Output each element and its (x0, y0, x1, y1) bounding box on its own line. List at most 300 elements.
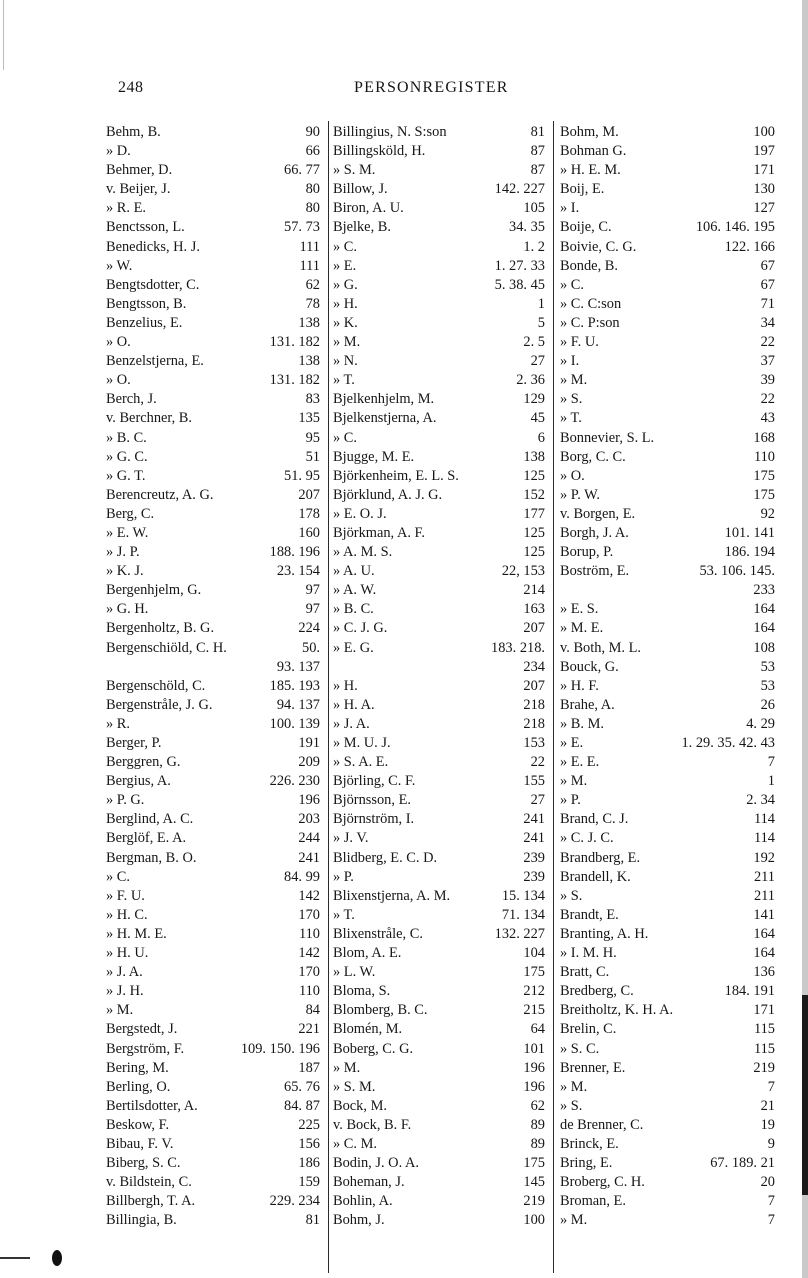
index-entry (560, 810, 800, 829)
entry-pages: 131. 182 (269, 372, 320, 389)
entry-pages: 78 (305, 295, 320, 312)
entry-name: » E. E. (560, 754, 600, 771)
index-entry (560, 868, 800, 887)
entry-name: » S. M. (333, 1078, 376, 1095)
index-entry (333, 791, 545, 810)
entry-name: » S. (560, 391, 583, 408)
entry-pages: 106. 146. 195 (695, 219, 775, 236)
page-number: 248 (118, 79, 144, 96)
entry-pages: 87 (530, 143, 545, 160)
entry-pages: 234 (523, 658, 545, 675)
entry-pages: 153 (523, 735, 545, 751)
entry-pages: 214 (523, 582, 545, 599)
entry-name: » J. A. (106, 964, 143, 981)
entry-name: » C. (106, 868, 130, 885)
index-entry (106, 543, 320, 562)
index-entry (106, 639, 320, 658)
entry-name: de Brenner, C. (560, 1116, 644, 1133)
entry-name: Benzelius, E. (106, 314, 183, 331)
entry-pages: 191 (298, 735, 320, 751)
index-entry (333, 142, 545, 161)
entry-name: » M. E. (560, 620, 604, 637)
entry-name: Bergman, B. O. (106, 849, 197, 866)
entry-name: » E. (333, 257, 357, 274)
index-entry (106, 276, 320, 295)
index-entry (333, 581, 545, 600)
ink-blot (52, 1250, 62, 1266)
entry-name: Billingia, B. (106, 1212, 177, 1229)
entry-pages: 101. 141 (724, 524, 775, 541)
index-entry (333, 352, 545, 371)
entry-name: Broman, E. (560, 1193, 626, 1210)
index-entry (333, 868, 545, 887)
index-entry (106, 868, 320, 887)
index-entry (106, 982, 320, 1001)
entry-pages: 184. 191 (724, 983, 775, 1000)
entry-pages: 168 (753, 429, 775, 446)
entry-name: Breitholtz, K. H. A. (560, 1002, 674, 1019)
entry-name: Bredberg, C. (560, 983, 634, 1000)
index-entry (106, 677, 320, 696)
entry-name: Bring, E. (560, 1155, 613, 1172)
entry-name: » R. E. (106, 200, 146, 217)
column-divider (328, 121, 329, 1273)
index-entry (560, 314, 800, 333)
index-entry (106, 390, 320, 409)
index-entry (333, 409, 545, 428)
index-entry (333, 543, 545, 562)
entry-pages: 163 (523, 601, 545, 618)
entry-name: Billbergh, T. A. (106, 1193, 196, 1210)
entry-name: » E. S. (560, 601, 599, 618)
index-entry (560, 448, 800, 467)
index-entry (106, 791, 320, 810)
entry-name: Boivie, C. G. (560, 238, 637, 255)
index-entry (106, 1078, 320, 1097)
entry-name: Benctsson, L. (106, 219, 185, 236)
entry-name: » G. H. (106, 601, 149, 618)
index-entry (333, 906, 545, 925)
index-entry (560, 581, 800, 600)
index-entry (333, 619, 545, 638)
entry-pages: 115 (753, 1021, 775, 1038)
entry-pages: 84 (305, 1002, 320, 1019)
index-entry (333, 562, 545, 581)
entry-name: » C. C:son (560, 295, 622, 312)
entry-pages: 80 (305, 181, 320, 198)
entry-name: Bergenstråle, J. G. (106, 696, 213, 713)
entry-name: Bjelkenhjelm, M. (333, 391, 435, 408)
entry-pages: 132. 227 (494, 925, 545, 942)
entry-pages: 188. 196 (269, 544, 320, 561)
entry-pages: 229. 234 (269, 1193, 320, 1210)
entry-pages: 218 (523, 715, 545, 732)
entry-name: » P. (333, 868, 354, 885)
index-entry (560, 1020, 800, 1039)
entry-pages: 136 (753, 964, 775, 981)
entry-name: » K. J. (106, 563, 144, 580)
entry-pages: 64 (530, 1021, 545, 1038)
entry-pages: 100 (523, 1212, 545, 1229)
index-entry (560, 791, 800, 810)
entry-name: Blixenstjerna, A. M. (333, 887, 451, 904)
entry-name: Bodin, J. O. A. (333, 1155, 419, 1172)
entry-pages: 37 (760, 353, 775, 370)
entry-pages: 175 (523, 964, 545, 981)
index-entry (333, 1173, 545, 1192)
entry-name: Bonde, B. (560, 257, 618, 274)
index-entry (333, 123, 545, 142)
index-entry (106, 1154, 320, 1173)
entry-pages: 34 (760, 314, 775, 331)
entry-name: v. Berchner, B. (106, 410, 193, 427)
index-entry (560, 772, 800, 791)
entry-pages: 21 (760, 1097, 775, 1114)
index-entry (560, 963, 800, 982)
index-entry (106, 295, 320, 314)
index-entry (333, 295, 545, 314)
entry-pages: 110 (298, 925, 320, 942)
entry-pages: 211 (753, 868, 775, 885)
entry-pages: 1. 29. 35. 42. 43 (681, 735, 775, 751)
index-entry (106, 772, 320, 791)
entry-name: » B. M. (560, 715, 604, 732)
entry-name: » M. (560, 1212, 588, 1229)
entry-pages: 97 (305, 582, 320, 599)
entry-pages: 221 (298, 1021, 320, 1038)
index-entry (560, 180, 800, 199)
index-entry (560, 1097, 800, 1116)
entry-name: v. Bock, B. F. (333, 1116, 412, 1133)
index-entry (333, 486, 545, 505)
index-entry (106, 925, 320, 944)
entry-pages: 215 (523, 1002, 545, 1019)
entry-name: Billow, J. (333, 181, 388, 198)
entry-pages: 122. 166 (724, 238, 775, 255)
entry-pages: 53 (760, 658, 775, 675)
index-entry (333, 467, 545, 486)
entry-pages: 7 (767, 1193, 775, 1210)
entry-name: Bengtsdotter, C. (106, 276, 200, 293)
index-entry (106, 810, 320, 829)
entry-pages: 27 (530, 792, 545, 809)
entry-pages: 111 (299, 257, 320, 274)
entry-name: » G. (333, 276, 358, 293)
index-entry (560, 543, 800, 562)
index-entry (333, 180, 545, 199)
entry-pages: 241 (298, 849, 320, 866)
entry-name: » R. (106, 715, 130, 732)
entry-pages: 92 (760, 505, 775, 522)
entry-name: Brandberg, E. (560, 849, 641, 866)
index-entry (560, 753, 800, 772)
index-entry (333, 696, 545, 715)
index-entry (560, 715, 800, 734)
index-entry (106, 715, 320, 734)
index-entry (106, 161, 320, 180)
index-entry (106, 142, 320, 161)
entry-name: » J. A. (333, 715, 370, 732)
entry-name: Benedicks, H. J. (106, 238, 200, 255)
index-entry (106, 448, 320, 467)
index-entry (560, 123, 800, 142)
index-entry (560, 1001, 800, 1020)
entry-pages: 53 (760, 677, 775, 694)
entry-name: Björnsson, E. (333, 792, 411, 809)
entry-pages: 9 (767, 1135, 775, 1152)
index-entry (106, 467, 320, 486)
index-entry (333, 333, 545, 352)
entry-pages: 71 (760, 295, 775, 312)
entry-pages: 138 (523, 448, 545, 465)
index-entry (333, 944, 545, 963)
index-entry (560, 734, 800, 753)
index-entry (106, 619, 320, 638)
entry-name: » S. M. (333, 162, 376, 179)
entry-pages: 219 (523, 1193, 545, 1210)
entry-name: Berger, P. (106, 735, 162, 751)
index-entry (560, 1192, 800, 1211)
index-entry (560, 1040, 800, 1059)
entry-pages: 101 (523, 1040, 545, 1057)
entry-pages: 84. 99 (284, 868, 320, 885)
entry-name: » H. F. (560, 677, 599, 694)
entry-name: » T. (560, 410, 582, 427)
index-entry (560, 696, 800, 715)
index-entry (333, 314, 545, 333)
entry-name: Bering, M. (106, 1059, 169, 1076)
entry-name: » H. (333, 295, 358, 312)
index-entry (560, 371, 800, 390)
entry-pages: 51. 95 (284, 467, 320, 484)
entry-name: Berglöf, E. A. (106, 830, 187, 847)
entry-pages: 185. 193 (269, 677, 320, 694)
index-entry (333, 772, 545, 791)
index-entry (106, 524, 320, 543)
entry-pages: 207 (298, 486, 320, 503)
index-entry (106, 581, 320, 600)
entry-pages: 145 (523, 1174, 545, 1191)
entry-name: Bohman G. (560, 143, 627, 160)
index-entry (560, 829, 800, 848)
entry-name: Berglind, A. C. (106, 811, 194, 828)
entry-name: » A. W. (333, 582, 377, 599)
entry-name: Benzelstjerna, E. (106, 353, 204, 370)
index-entry (333, 161, 545, 180)
entry-pages: 19 (760, 1116, 775, 1133)
index-entry (333, 658, 545, 677)
entry-pages: 141 (753, 906, 775, 923)
index-entry (560, 944, 800, 963)
entry-name: » P. W. (560, 486, 600, 503)
entry-pages: 178 (298, 505, 320, 522)
entry-name: » E. W. (106, 524, 149, 541)
entry-name: » F. U. (106, 887, 145, 904)
entry-name: Borgh, J. A. (560, 524, 629, 541)
entry-name: » W. (106, 257, 133, 274)
entry-pages: 110 (298, 983, 320, 1000)
entry-pages: 164 (753, 620, 775, 637)
entry-pages: 196 (523, 1059, 545, 1076)
entry-pages: 62 (305, 276, 320, 293)
entry-pages: 219 (753, 1059, 775, 1076)
entry-pages: 170 (298, 906, 320, 923)
entry-pages: 233 (753, 582, 775, 599)
entry-name: » F. U. (560, 334, 599, 351)
index-entry (560, 390, 800, 409)
entry-name: Bohlin, A. (333, 1193, 393, 1210)
entry-name: Brinck, E. (560, 1135, 619, 1152)
index-entry (333, 1078, 545, 1097)
entry-name: Berggren, G. (106, 754, 181, 771)
index-column-right (560, 123, 800, 1230)
index-entry (560, 238, 800, 257)
index-entry (333, 429, 545, 448)
entry-name: Björkman, A. F. (333, 524, 425, 541)
index-entry (560, 333, 800, 352)
entry-name: » S. C. (560, 1040, 600, 1057)
index-entry (560, 1116, 800, 1135)
entry-name: Brandell, K. (560, 868, 631, 885)
index-entry (333, 734, 545, 753)
index-entry (560, 619, 800, 638)
entry-name: Borg, C. C. (560, 448, 626, 465)
entry-name: » H. (333, 677, 358, 694)
entry-name: Boije, C. (560, 219, 612, 236)
page-footer-rule (0, 1257, 30, 1259)
entry-pages: 110 (753, 448, 775, 465)
index-entry (333, 1154, 545, 1173)
index-entry (106, 562, 320, 581)
entry-pages: 67 (760, 257, 775, 274)
entry-name: » S. (560, 887, 583, 904)
entry-name: Bloma, S. (333, 983, 391, 1000)
index-entry (333, 982, 545, 1001)
entry-pages: 100 (753, 124, 775, 140)
index-column-left (106, 123, 320, 1230)
index-entry (560, 849, 800, 868)
entry-pages: 160 (298, 524, 320, 541)
entry-pages: 207 (523, 620, 545, 637)
entry-name: » C. (333, 238, 357, 255)
entry-pages: 83 (305, 391, 320, 408)
page-title: PERSONREGISTER (354, 79, 509, 96)
entry-pages: 93. 137 (276, 658, 320, 675)
entry-pages: 20 (760, 1174, 775, 1191)
entry-name: Broberg, C. H. (560, 1174, 645, 1191)
entry-pages: 51 (305, 448, 320, 465)
entry-pages: 130 (753, 181, 775, 198)
entry-name: Brand, C. J. (560, 811, 629, 828)
entry-name: » C. J. G. (333, 620, 388, 637)
entry-pages: 142. 227 (494, 181, 545, 198)
entry-pages: 66. 77 (284, 162, 320, 179)
entry-pages: 203 (298, 811, 320, 828)
entry-pages: 192 (753, 849, 775, 866)
entry-pages: 15. 134 (501, 887, 545, 904)
index-entry (333, 1192, 545, 1211)
index-entry (106, 505, 320, 524)
index-entry (106, 600, 320, 619)
entry-pages: 152 (523, 486, 545, 503)
index-entry (106, 371, 320, 390)
index-entry (106, 1116, 320, 1135)
entry-pages: 135 (298, 410, 320, 427)
index-entry (560, 658, 800, 677)
entry-pages: 84. 87 (284, 1097, 320, 1114)
entry-name: » T. (333, 372, 355, 389)
entry-name: v. Beijer, J. (106, 181, 171, 198)
entry-pages: 2. 34 (746, 792, 775, 809)
entry-name: Bouck, G. (560, 658, 619, 675)
index-entry (560, 142, 800, 161)
index-entry (106, 333, 320, 352)
entry-pages: 115 (753, 1040, 775, 1057)
entry-pages: 225 (298, 1116, 320, 1133)
entry-name: Bergström, F. (106, 1040, 185, 1057)
index-entry (106, 409, 320, 428)
entry-name: Brelin, C. (560, 1021, 617, 1038)
entry-pages: 5. 38. 45 (494, 276, 545, 293)
index-entry (106, 352, 320, 371)
entry-pages: 67. 189. 21 (710, 1155, 775, 1172)
entry-pages: 212 (523, 983, 545, 1000)
index-entry (560, 677, 800, 696)
index-entry (560, 600, 800, 619)
entry-name: » I. (560, 200, 580, 217)
entry-pages: 26 (760, 696, 775, 713)
entry-pages: 108 (753, 639, 775, 656)
entry-name: » B. C. (106, 429, 147, 446)
index-entry (560, 639, 800, 658)
entry-pages: 159 (298, 1174, 320, 1191)
entry-name: » J. V. (333, 830, 369, 847)
entry-pages: 67 (760, 276, 775, 293)
entry-pages: 50. (302, 639, 320, 656)
entry-name: » I. M. H. (560, 945, 617, 962)
entry-pages: 211 (753, 887, 775, 904)
entry-name: v. Bildstein, C. (106, 1174, 192, 1191)
entry-name: » S. A. E. (333, 754, 389, 771)
index-entry (333, 1059, 545, 1078)
entry-name: » E. (560, 735, 584, 751)
entry-pages: 127 (753, 200, 775, 217)
entry-name: » P. (560, 792, 581, 809)
index-entry (106, 849, 320, 868)
entry-pages: 81 (305, 1212, 320, 1229)
entry-name: Bergenschiöld, C. H. (106, 639, 227, 656)
index-entry (333, 1116, 545, 1135)
index-entry (333, 238, 545, 257)
entry-name: » M. (560, 773, 588, 790)
entry-pages: 27 (530, 353, 545, 370)
index-entry (333, 925, 545, 944)
index-entry (333, 849, 545, 868)
entry-pages: 71. 134 (501, 906, 545, 923)
index-entry (333, 1001, 545, 1020)
entry-name: Billingsköld, H. (333, 143, 426, 160)
entry-name: Bergius, A. (106, 773, 171, 790)
entry-name: » M. (106, 1002, 134, 1019)
index-entry (560, 409, 800, 428)
entry-pages: 171 (753, 1002, 775, 1019)
entry-pages: 89 (530, 1116, 545, 1133)
entry-pages: 175 (753, 467, 775, 484)
entry-name: Bergenholtz, B. G. (106, 620, 215, 637)
index-entry (560, 887, 800, 906)
entry-name: Borup, P. (560, 544, 614, 561)
index-entry (106, 1059, 320, 1078)
